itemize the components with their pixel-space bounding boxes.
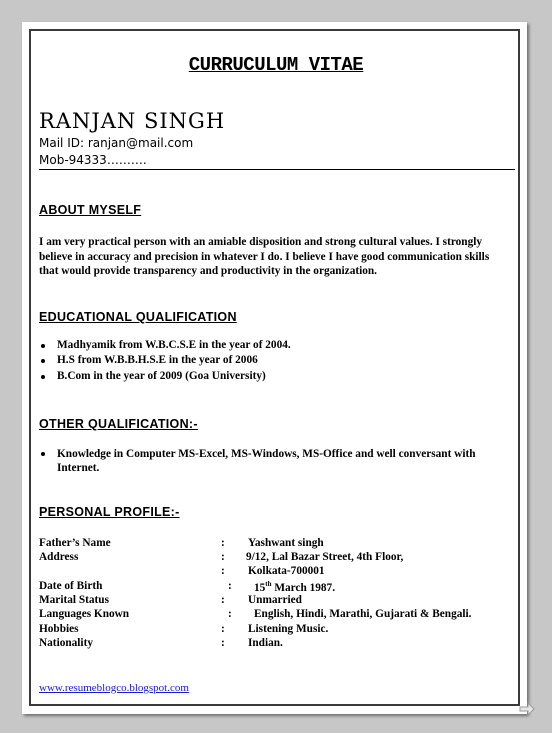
- colon: :: [221, 594, 225, 606]
- about-heading: ABOUT MYSELF: [39, 203, 142, 217]
- nationality-value: Indian.: [248, 637, 283, 649]
- hobbies-label: Hobbies: [39, 623, 79, 635]
- colon: :: [228, 580, 232, 592]
- nationality-label: Nationality: [39, 637, 93, 649]
- other-heading: OTHER QUALIFICATION:-: [39, 417, 198, 431]
- header-divider: [39, 169, 515, 170]
- marital-status-value: Unmarried: [248, 594, 302, 606]
- about-text: I am very practical person with an amiable disposition and strong cultural values. I strongly believe in accuracy and precision in whatever I do. I believe I have good communication skills that would provide transparency and productivity in the organization.: [39, 236, 490, 277]
- colon: :: [228, 608, 232, 620]
- bullet: [41, 452, 45, 456]
- arrow-right-icon: [518, 700, 536, 718]
- bullet: [41, 359, 45, 363]
- education-item: Madhyamik from W.B.C.S.E in the year of 2004.: [57, 339, 291, 351]
- colon: :: [221, 565, 225, 577]
- education-item: H.S from W.B.B.H.S.E in the year of 2006: [57, 354, 258, 366]
- other-item: Knowledge in Computer MS-Excel, MS-Windows, MS-Office and well conversant with Internet.: [57, 448, 476, 474]
- address-line-2: Kolkata-700001: [248, 565, 325, 577]
- education-item: B.Com in the year of 2009 (Goa University): [57, 370, 266, 382]
- colon: :: [221, 537, 225, 549]
- languages-label: Languages Known: [39, 608, 130, 620]
- fathers-name-label: Father’s Name: [39, 537, 111, 549]
- languages-value: English, Hindi, Marathi, Gujarati & Bengali.: [254, 608, 472, 620]
- mobile-number: Mob-94333……….: [39, 153, 147, 167]
- fathers-name-value: Yashwant singh: [248, 537, 324, 549]
- hobbies-value: Listening Music.: [248, 623, 329, 635]
- education-heading: EDUCATIONAL QUALIFICATION: [39, 310, 237, 324]
- address-line-1: 9/12, Lal Bazar Street, 4th Floor,: [246, 551, 404, 563]
- dob-value: 15th March 1987.: [254, 580, 336, 594]
- colon: :: [221, 623, 225, 635]
- bullet: [41, 344, 45, 348]
- colon: :: [221, 637, 225, 649]
- personal-heading: PERSONAL PROFILE:-: [39, 505, 180, 519]
- bullet: [41, 375, 45, 379]
- mail-id: Mail ID: ranjan@mail.com: [39, 136, 194, 150]
- marital-status-label: Marital Status: [39, 594, 109, 606]
- candidate-name: RANJAN SINGH: [39, 109, 226, 133]
- colon: :: [221, 551, 225, 563]
- footer-link[interactable]: www.resumeblogco.blogspot.com: [39, 682, 189, 694]
- address-label: Address: [39, 551, 79, 563]
- document-title: CURRUCULUM VITAE: [188, 54, 364, 76]
- dob-label: Date of Birth: [39, 580, 103, 592]
